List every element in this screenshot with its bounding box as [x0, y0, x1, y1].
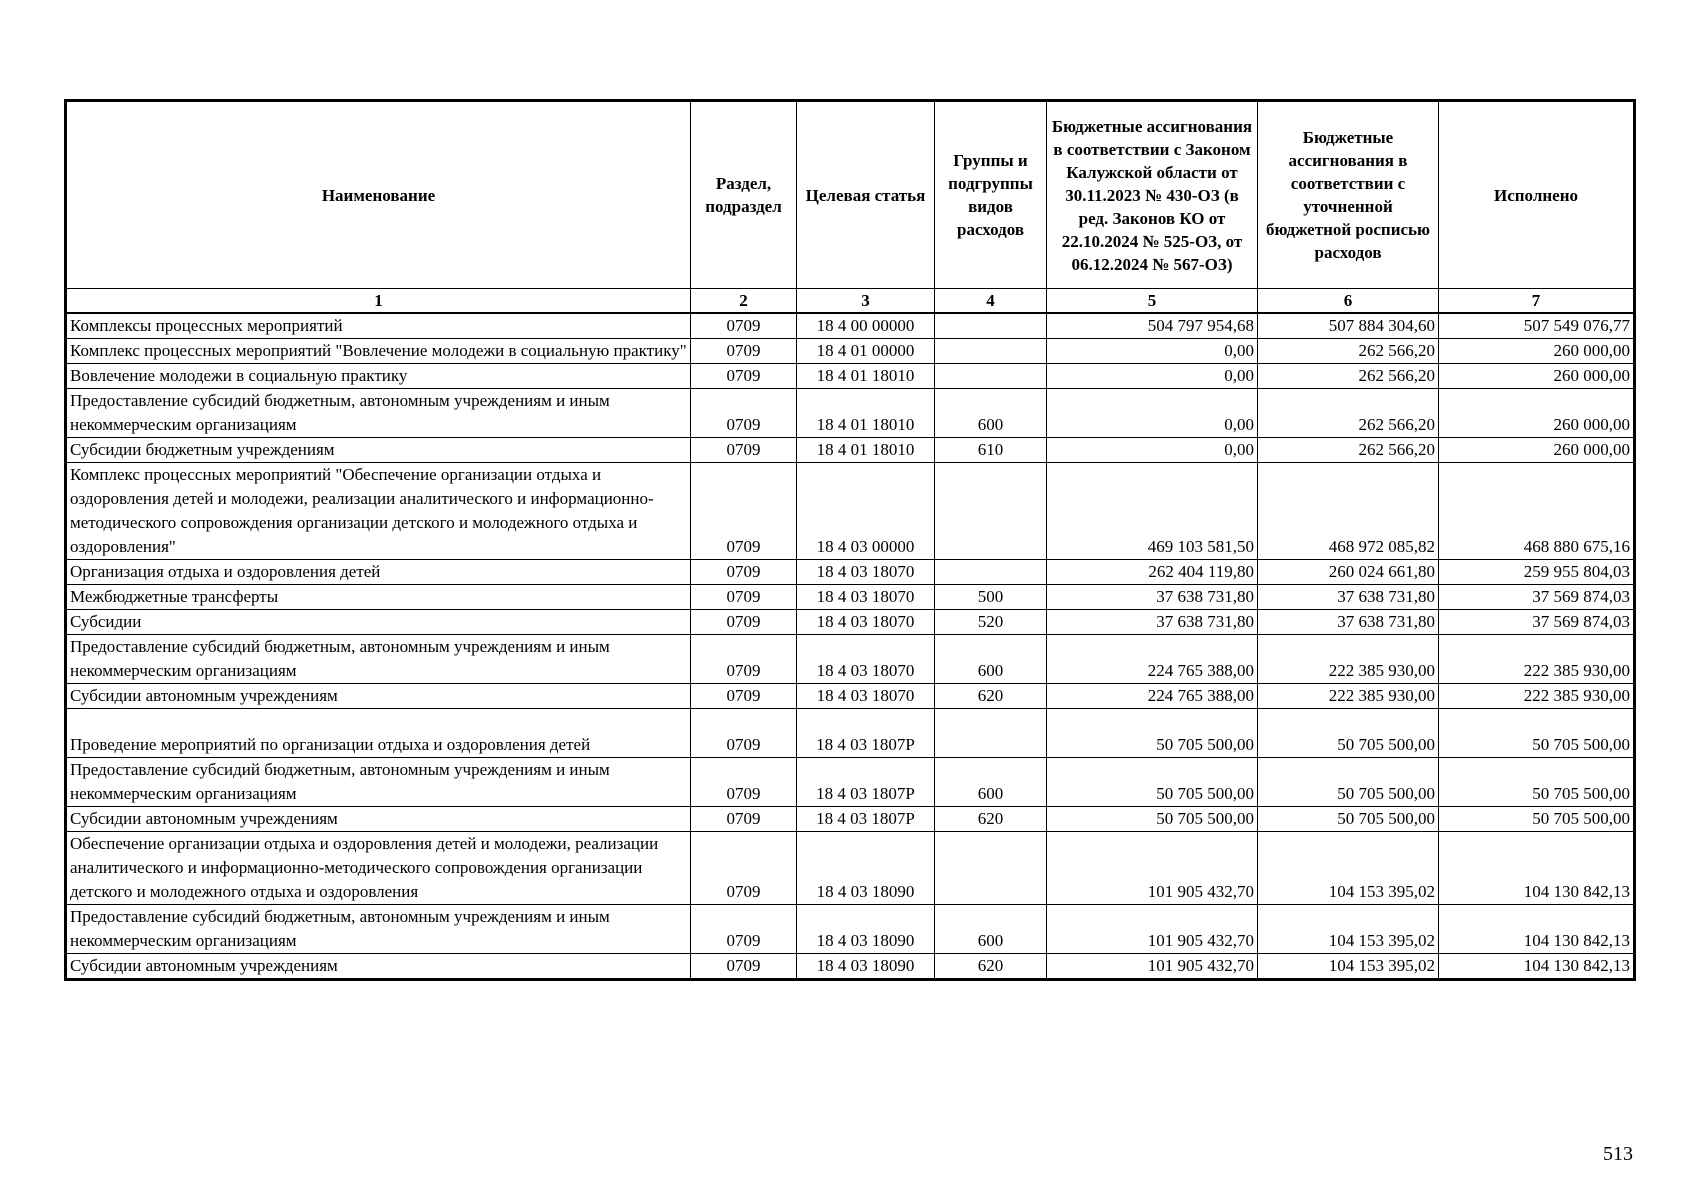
row-target-article: 18 4 03 18070 [797, 610, 935, 635]
column-number: 7 [1439, 289, 1635, 314]
column-number: 5 [1047, 289, 1258, 314]
row-target-article: 18 4 01 00000 [797, 339, 935, 364]
row-executed: 468 880 675,16 [1439, 463, 1635, 560]
row-budget-revised: 260 024 661,80 [1258, 560, 1439, 585]
row-target-article: 18 4 03 18090 [797, 954, 935, 980]
row-expense-group: 600 [935, 389, 1047, 438]
row-target-article: 18 4 03 18070 [797, 635, 935, 684]
table-row [66, 313, 1635, 339]
column-number: 3 [797, 289, 935, 314]
row-name: Предоставление субсидий бюджетным, автономным учреждениям и иным некоммерческим организациям [66, 389, 691, 438]
row-target-article: 18 4 03 18090 [797, 905, 935, 954]
row-budget-law: 224 765 388,00 [1047, 635, 1258, 684]
row-executed: 50 705 500,00 [1439, 709, 1635, 758]
row-section: 0709 [691, 807, 797, 832]
table-row [66, 635, 1635, 684]
row-executed: 104 130 842,13 [1439, 954, 1635, 980]
row-section: 0709 [691, 438, 797, 463]
row-budget-law: 50 705 500,00 [1047, 758, 1258, 807]
row-budget-law: 50 705 500,00 [1047, 807, 1258, 832]
row-budget-revised: 262 566,20 [1258, 364, 1439, 389]
row-expense-group [935, 560, 1047, 585]
row-expense-group: 610 [935, 438, 1047, 463]
table-row [66, 954, 1635, 980]
column-number: 1 [66, 289, 691, 314]
row-executed: 37 569 874,03 [1439, 585, 1635, 610]
row-budget-law: 50 705 500,00 [1047, 709, 1258, 758]
row-budget-law: 101 905 432,70 [1047, 905, 1258, 954]
row-section: 0709 [691, 758, 797, 807]
row-section: 0709 [691, 389, 797, 438]
table-row [66, 438, 1635, 463]
row-expense-group [935, 832, 1047, 905]
row-budget-law: 469 103 581,50 [1047, 463, 1258, 560]
table-row [66, 463, 1635, 560]
row-expense-group [935, 709, 1047, 758]
row-budget-law: 101 905 432,70 [1047, 832, 1258, 905]
row-name: Комплекс процессных мероприятий "Вовлечение молодежи в социальную практику" [66, 339, 691, 364]
row-budget-law: 262 404 119,80 [1047, 560, 1258, 585]
row-name: Проведение мероприятий по организации отдыха и оздоровления детей [66, 709, 691, 758]
row-executed: 50 705 500,00 [1439, 758, 1635, 807]
header-name: Наименование [66, 101, 691, 289]
row-budget-revised: 262 566,20 [1258, 438, 1439, 463]
row-budget-revised: 50 705 500,00 [1258, 807, 1439, 832]
row-section: 0709 [691, 585, 797, 610]
row-section: 0709 [691, 905, 797, 954]
row-budget-revised: 104 153 395,02 [1258, 905, 1439, 954]
row-expense-group [935, 364, 1047, 389]
row-target-article: 18 4 03 00000 [797, 463, 935, 560]
page-number: 513 [1603, 1143, 1633, 1165]
row-budget-revised: 507 884 304,60 [1258, 313, 1439, 339]
row-expense-group: 600 [935, 758, 1047, 807]
row-budget-revised: 104 153 395,02 [1258, 954, 1439, 980]
header-section: Раздел, подраздел [691, 101, 797, 289]
row-budget-revised: 104 153 395,02 [1258, 832, 1439, 905]
row-executed: 260 000,00 [1439, 389, 1635, 438]
header-executed: Исполнено [1439, 101, 1635, 289]
table-row [66, 758, 1635, 807]
row-budget-revised: 222 385 930,00 [1258, 684, 1439, 709]
row-section: 0709 [691, 954, 797, 980]
column-number: 6 [1258, 289, 1439, 314]
column-number: 2 [691, 289, 797, 314]
row-name: Субсидии автономным учреждениям [66, 954, 691, 980]
row-expense-group: 620 [935, 684, 1047, 709]
row-section: 0709 [691, 463, 797, 560]
row-name: Предоставление субсидий бюджетным, автономным учреждениям и иным некоммерческим организациям [66, 758, 691, 807]
row-executed: 259 955 804,03 [1439, 560, 1635, 585]
row-executed: 222 385 930,00 [1439, 635, 1635, 684]
table-row [66, 560, 1635, 585]
row-name: Предоставление субсидий бюджетным, автономным учреждениям и иным некоммерческим организациям [66, 905, 691, 954]
row-executed: 260 000,00 [1439, 438, 1635, 463]
row-executed: 104 130 842,13 [1439, 905, 1635, 954]
row-expense-group [935, 339, 1047, 364]
row-name: Межбюджетные трансферты [66, 585, 691, 610]
row-budget-law: 37 638 731,80 [1047, 610, 1258, 635]
row-target-article: 18 4 03 1807Р [797, 709, 935, 758]
row-name: Комплекс процессных мероприятий "Обеспечение организации отдыха и оздоровления детей и молодежи, реализации аналитического и информационно-методического сопровождения организации детского и молодежного отдыха и оздоровления" [66, 463, 691, 560]
row-executed: 104 130 842,13 [1439, 832, 1635, 905]
table-row [66, 610, 1635, 635]
row-section: 0709 [691, 339, 797, 364]
row-budget-revised: 50 705 500,00 [1258, 709, 1439, 758]
table-row [66, 807, 1635, 832]
header-expense-group: Группы и подгруппы видов расходов [935, 101, 1047, 289]
row-target-article: 18 4 03 18070 [797, 560, 935, 585]
row-budget-revised: 37 638 731,80 [1258, 585, 1439, 610]
row-expense-group: 600 [935, 635, 1047, 684]
row-name: Предоставление субсидий бюджетным, автономным учреждениям и иным некоммерческим организациям [66, 635, 691, 684]
table-row [66, 364, 1635, 389]
row-name: Субсидии автономным учреждениям [66, 807, 691, 832]
row-section: 0709 [691, 560, 797, 585]
row-budget-revised: 50 705 500,00 [1258, 758, 1439, 807]
row-budget-revised: 262 566,20 [1258, 389, 1439, 438]
row-budget-law: 0,00 [1047, 438, 1258, 463]
row-name: Комплексы процессных мероприятий [66, 313, 691, 339]
header-budget-revised: Бюджетные ассигнования в соответствии с уточненной бюджетной росписью расходов [1258, 101, 1439, 289]
row-name: Субсидии бюджетным учреждениям [66, 438, 691, 463]
table-body [66, 313, 1635, 980]
header-budget-law: Бюджетные ассигнования в соответствии с Законом Калужской области от 30.11.2023 № 430-ОЗ (в ред. Законов КО от 22.10.2024 № 525-ОЗ, от 06.12.2024 № 567-ОЗ) [1047, 101, 1258, 289]
row-target-article: 18 4 03 1807Р [797, 807, 935, 832]
row-budget-revised: 37 638 731,80 [1258, 610, 1439, 635]
table-row [66, 709, 1635, 758]
row-executed: 222 385 930,00 [1439, 684, 1635, 709]
row-budget-law: 0,00 [1047, 339, 1258, 364]
row-target-article: 18 4 01 18010 [797, 438, 935, 463]
row-budget-law: 504 797 954,68 [1047, 313, 1258, 339]
row-name: Организация отдыха и оздоровления детей [66, 560, 691, 585]
row-name: Субсидии [66, 610, 691, 635]
column-number: 4 [935, 289, 1047, 314]
row-target-article: 18 4 01 18010 [797, 389, 935, 438]
row-section: 0709 [691, 709, 797, 758]
table-row [66, 339, 1635, 364]
row-executed: 260 000,00 [1439, 364, 1635, 389]
row-expense-group: 520 [935, 610, 1047, 635]
table-row [66, 905, 1635, 954]
row-name: Вовлечение молодежи в социальную практику [66, 364, 691, 389]
row-executed: 507 549 076,77 [1439, 313, 1635, 339]
row-budget-law: 0,00 [1047, 389, 1258, 438]
row-section: 0709 [691, 313, 797, 339]
row-name: Обеспечение организации отдыха и оздоровления детей и молодежи, реализации аналитического и информационно-методического сопровождения организации детского и молодежного отдыха и оздоровления [66, 832, 691, 905]
table-row [66, 389, 1635, 438]
row-budget-revised: 222 385 930,00 [1258, 635, 1439, 684]
row-budget-law: 224 765 388,00 [1047, 684, 1258, 709]
row-budget-law: 37 638 731,80 [1047, 585, 1258, 610]
row-executed: 50 705 500,00 [1439, 807, 1635, 832]
row-expense-group: 600 [935, 905, 1047, 954]
row-section: 0709 [691, 684, 797, 709]
row-expense-group: 620 [935, 954, 1047, 980]
budget-execution-table [64, 99, 1636, 981]
column-number-row [66, 289, 1635, 314]
row-target-article: 18 4 03 18070 [797, 585, 935, 610]
row-target-article: 18 4 03 1807Р [797, 758, 935, 807]
row-target-article: 18 4 01 18010 [797, 364, 935, 389]
row-section: 0709 [691, 832, 797, 905]
row-expense-group [935, 313, 1047, 339]
table-row [66, 585, 1635, 610]
row-budget-revised: 468 972 085,82 [1258, 463, 1439, 560]
table-row [66, 684, 1635, 709]
row-section: 0709 [691, 635, 797, 684]
row-expense-group [935, 463, 1047, 560]
row-section: 0709 [691, 610, 797, 635]
row-target-article: 18 4 00 00000 [797, 313, 935, 339]
row-budget-law: 101 905 432,70 [1047, 954, 1258, 980]
header-target-article: Целевая статья [797, 101, 935, 289]
row-section: 0709 [691, 364, 797, 389]
row-expense-group: 620 [935, 807, 1047, 832]
row-executed: 260 000,00 [1439, 339, 1635, 364]
row-name: Субсидии автономным учреждениям [66, 684, 691, 709]
row-executed: 37 569 874,03 [1439, 610, 1635, 635]
row-expense-group: 500 [935, 585, 1047, 610]
row-budget-law: 0,00 [1047, 364, 1258, 389]
row-target-article: 18 4 03 18070 [797, 684, 935, 709]
header-row [66, 101, 1635, 289]
table-row [66, 832, 1635, 905]
row-target-article: 18 4 03 18090 [797, 832, 935, 905]
row-budget-revised: 262 566,20 [1258, 339, 1439, 364]
